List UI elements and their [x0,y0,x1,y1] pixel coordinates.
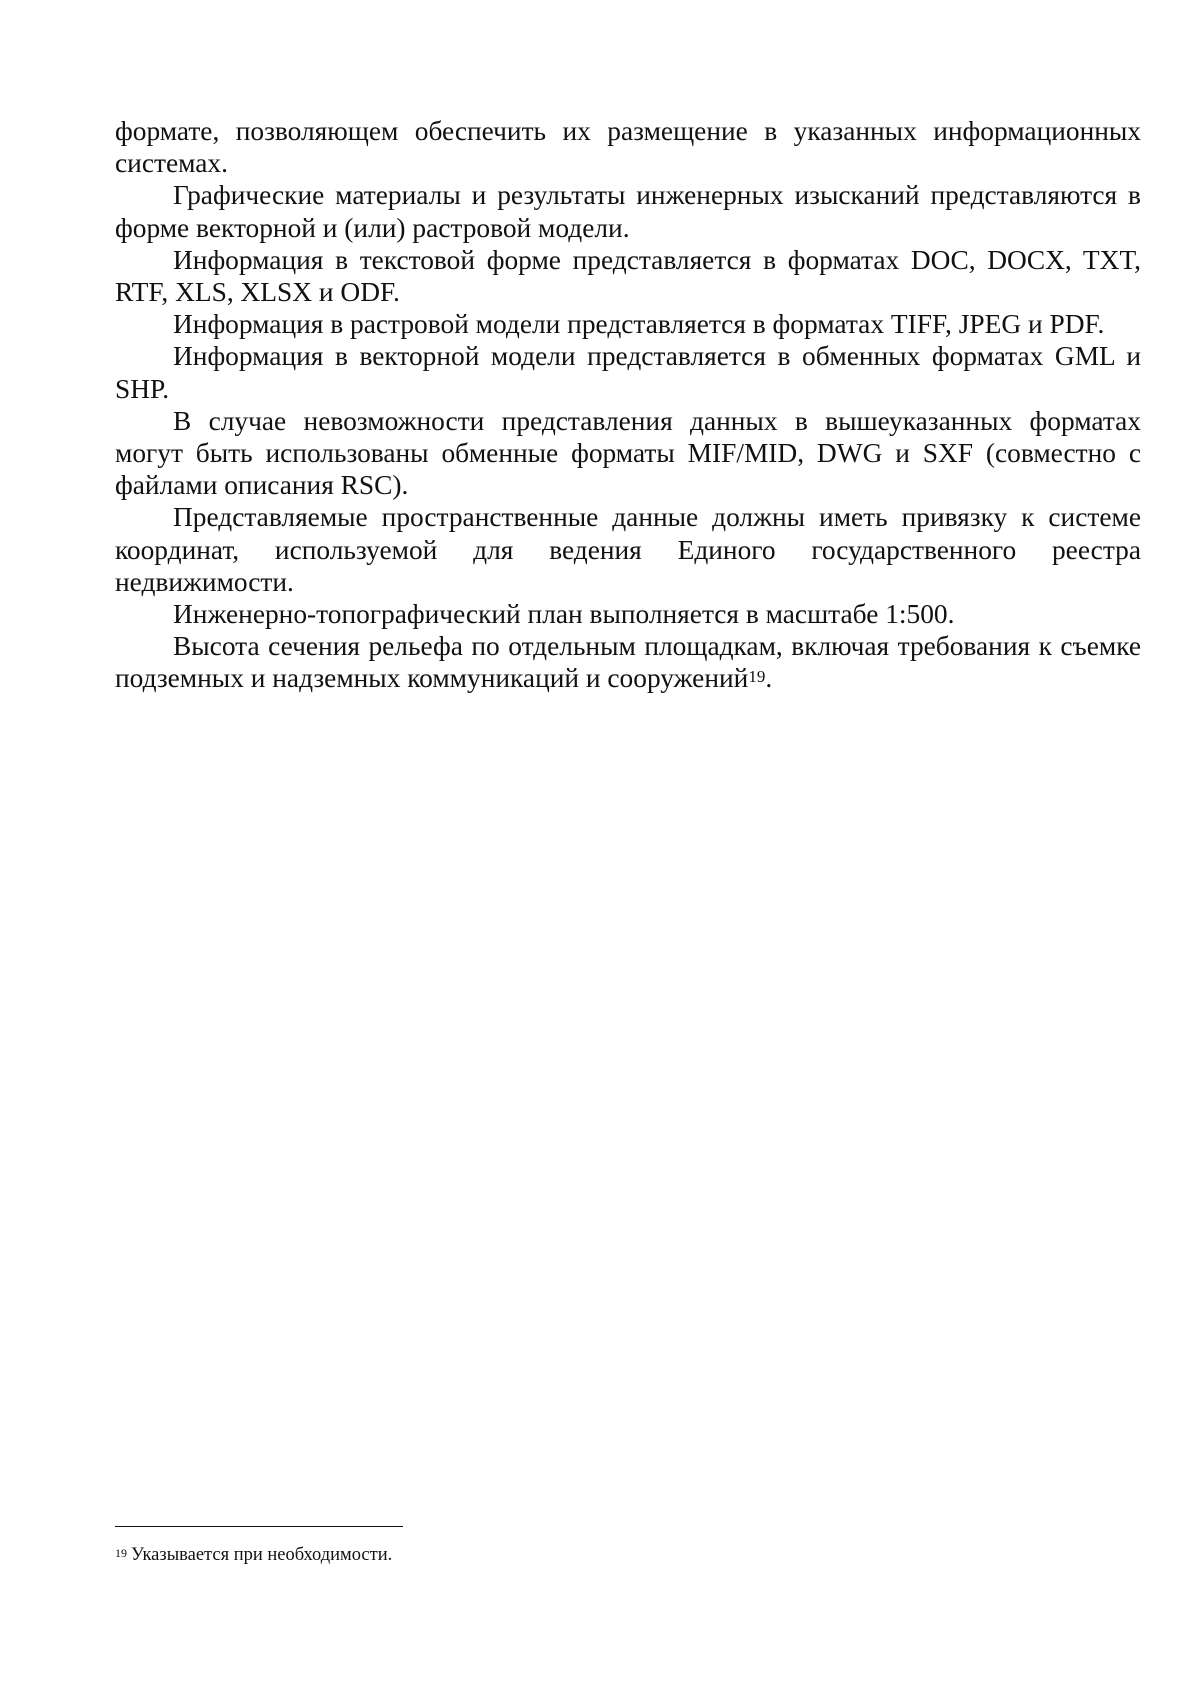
paragraph-text: формате, позволяющем обеспечить их размещение в указанных информационных системах. [115,116,1141,179]
body-text [115,115,1141,695]
paragraph-text: Графические материалы и результаты инженерных изысканий представляются в форме векторной и (или) растровой модели. [115,180,1141,243]
paragraph-text: В случае невозможности представления данных в вышеуказанных форматах могут быть использованы обменные форматы MIF/MID, DWG и SXF (совместно с файлами описания RSC). [115,405,1141,501]
footnote-separator [115,1526,403,1527]
paragraph-text: Информация в растровой модели представляется в форматах TIFF, JPEG и PDF. [173,309,1105,340]
paragraph-text: Высота сечения рельефа по отдельным площадкам, включая требования к съемке подземных и надземных коммуникаций и сооружений [115,631,1141,694]
paragraph-relief-section [115,630,1141,694]
footnote-text: Указывается при необходимости. [131,1545,393,1565]
paragraph-continuation [115,115,1141,179]
paragraph-alternative-formats [115,405,1141,502]
paragraph-text: Инженерно-топографический план выполняется в масштабе 1:500. [173,599,955,630]
paragraph-vector-formats [115,340,1141,404]
paragraph-text: Представляемые пространственные данные должны иметь привязку к системе координат, используемой для ведения Единого государственного реестра недвижимости. [115,502,1141,597]
paragraph-plan-scale [115,598,1141,630]
footnote-reference[interactable]: 19 [748,667,766,687]
footnote [115,1544,1141,1566]
paragraph-coordinate-system [115,501,1141,598]
paragraph-raster-formats [115,308,1141,340]
footnote-number: 19 [115,1546,127,1560]
paragraph-graphic-materials [115,179,1141,243]
paragraph-text: Информация в текстовой форме представляется в форматах DOC, DOCX, TXT, RTF, XLS, XLSX и ODF. [115,244,1141,308]
paragraph-text: Информация в векторной модели представляется в обменных форматах GML и SHP. [115,341,1141,404]
paragraph-end-punctuation: . [765,663,773,694]
paragraph-text-formats [115,244,1141,308]
